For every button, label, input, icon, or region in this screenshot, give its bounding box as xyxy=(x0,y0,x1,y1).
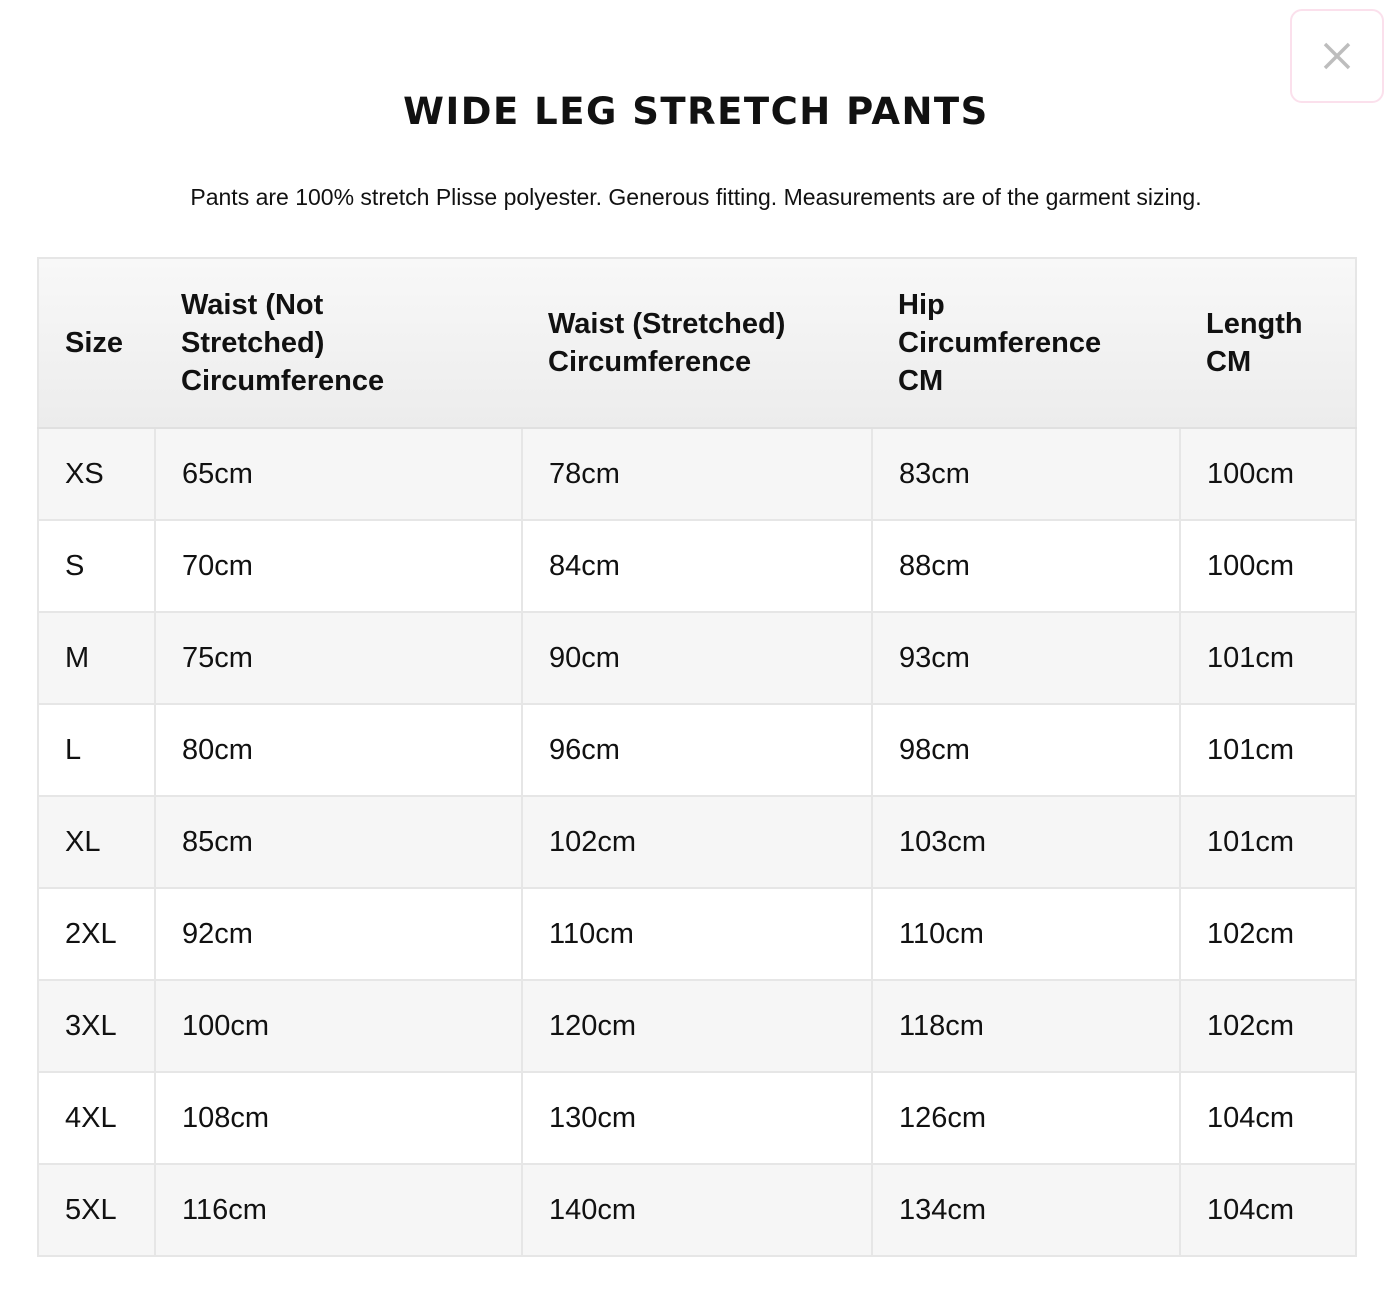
column-header: Length CM xyxy=(1180,258,1356,428)
table-cell: 65cm xyxy=(155,428,522,520)
table-cell: 70cm xyxy=(155,520,522,612)
table-cell: 104cm xyxy=(1180,1072,1356,1164)
size-chart-table xyxy=(37,257,1357,1257)
table-cell: 101cm xyxy=(1180,796,1356,888)
table-cell: 102cm xyxy=(1180,980,1356,1072)
table-cell: 130cm xyxy=(522,1072,872,1164)
table-cell: 140cm xyxy=(522,1164,872,1256)
column-header: Waist (Stretched) Circumference xyxy=(522,258,872,428)
close-icon xyxy=(1322,41,1352,71)
table-row xyxy=(38,612,1356,704)
table-header-row xyxy=(38,258,1356,428)
table-row xyxy=(38,520,1356,612)
table-cell: 4XL xyxy=(38,1072,155,1164)
column-header: Waist (Not Stretched) Circumference xyxy=(155,258,522,428)
column-header: Hip Circumference CM xyxy=(872,258,1180,428)
table-cell: 75cm xyxy=(155,612,522,704)
table-cell: 98cm xyxy=(872,704,1180,796)
table-cell: 134cm xyxy=(872,1164,1180,1256)
table-cell: 101cm xyxy=(1180,612,1356,704)
table-cell: 100cm xyxy=(1180,520,1356,612)
table-cell: 110cm xyxy=(872,888,1180,980)
table-cell: 108cm xyxy=(155,1072,522,1164)
table-cell: 85cm xyxy=(155,796,522,888)
table-cell: 78cm xyxy=(522,428,872,520)
table-row xyxy=(38,888,1356,980)
table-cell: 90cm xyxy=(522,612,872,704)
table-row xyxy=(38,704,1356,796)
table-cell: 80cm xyxy=(155,704,522,796)
table-row xyxy=(38,1164,1356,1256)
table-cell: 88cm xyxy=(872,520,1180,612)
table-cell: M xyxy=(38,612,155,704)
table-cell: 110cm xyxy=(522,888,872,980)
table-cell: XL xyxy=(38,796,155,888)
table-cell: 116cm xyxy=(155,1164,522,1256)
table-cell: 3XL xyxy=(38,980,155,1072)
page-title: WIDE LEG STRETCH PANTS xyxy=(403,90,989,133)
table-cell: 101cm xyxy=(1180,704,1356,796)
table-row xyxy=(38,980,1356,1072)
table-cell: 2XL xyxy=(38,888,155,980)
table-row xyxy=(38,1072,1356,1164)
table-cell: 126cm xyxy=(872,1072,1180,1164)
table-cell: S xyxy=(38,520,155,612)
table-cell: 120cm xyxy=(522,980,872,1072)
close-button[interactable] xyxy=(1290,9,1384,103)
table-row xyxy=(38,796,1356,888)
table-cell: XS xyxy=(38,428,155,520)
description: Pants are 100% stretch Plisse polyester. Generous fitting. Measurements are of the garment sizing. xyxy=(190,184,1202,210)
table-cell: 93cm xyxy=(872,612,1180,704)
table-cell: 96cm xyxy=(522,704,872,796)
table-cell: 102cm xyxy=(1180,888,1356,980)
table-cell: 84cm xyxy=(522,520,872,612)
table-cell: 92cm xyxy=(155,888,522,980)
table-cell: 104cm xyxy=(1180,1164,1356,1256)
table-cell: 5XL xyxy=(38,1164,155,1256)
table-cell: 100cm xyxy=(155,980,522,1072)
column-header: Size xyxy=(38,258,155,428)
table-cell: 102cm xyxy=(522,796,872,888)
table-cell: 103cm xyxy=(872,796,1180,888)
table-row xyxy=(38,428,1356,520)
table-cell: L xyxy=(38,704,155,796)
table-cell: 118cm xyxy=(872,980,1180,1072)
table-cell: 83cm xyxy=(872,428,1180,520)
table-cell: 100cm xyxy=(1180,428,1356,520)
